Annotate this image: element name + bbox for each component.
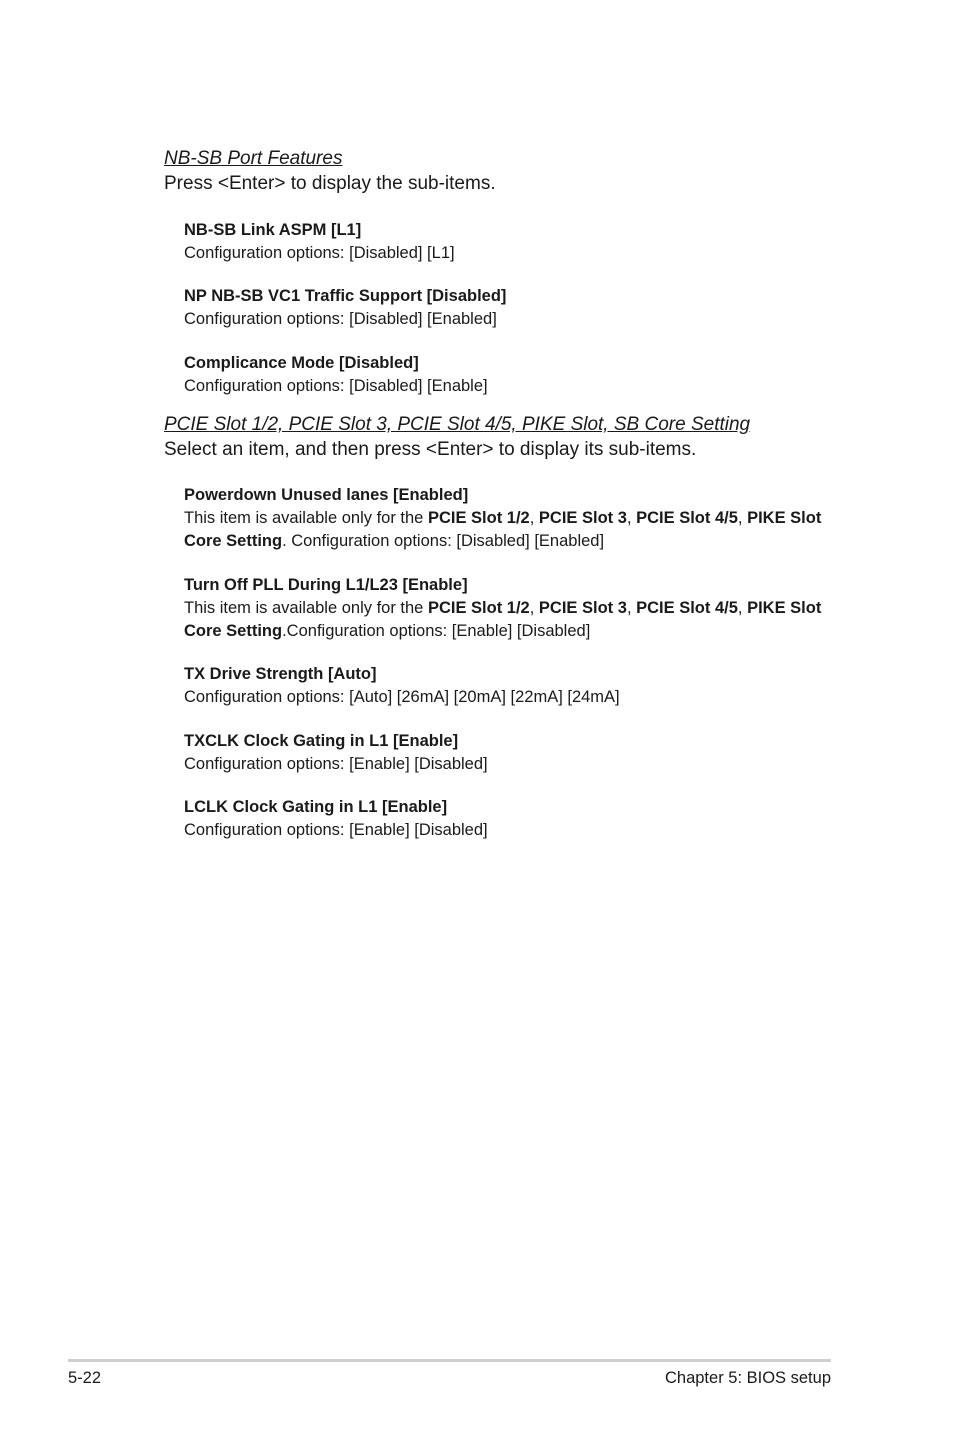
slot-name: PCIE Slot 1/2 [427, 599, 530, 617]
separator: , [626, 509, 637, 527]
item-title: TX Drive Strength [Auto] [184, 665, 377, 683]
slot-name: PIKE Slot Core Setting [184, 599, 822, 640]
item-description: Configuration options: [Disabled] [Enable] [184, 377, 488, 395]
item-turn-off-pll [184, 574, 834, 643]
item-description: Configuration options: [Enable] [Disabled] [184, 755, 488, 773]
item-description: Configuration options: [Disabled] [Enabled] [184, 310, 497, 328]
item-title: Turn Off PLL During L1/L23 [Enable] [184, 576, 468, 594]
item-lclk-clock-gating [184, 796, 834, 842]
item-txclk-clock-gating [184, 730, 834, 776]
item-nb-sb-link-aspm [184, 219, 834, 265]
separator: , [529, 509, 539, 527]
footer-divider [68, 1359, 831, 1362]
slot-name: PCIE Slot 1/2 [427, 509, 530, 527]
item-np-nb-sb-vc1-traffic-support [184, 285, 834, 331]
slot-name: PCIE Slot 3 [538, 599, 627, 617]
section-description: Press <Enter> to display the sub-items. [164, 173, 496, 194]
desc-text: . Configuration options: [Disabled] [Enabled] [282, 532, 605, 550]
item-title: NP NB-SB VC1 Traffic Support [Disabled] [184, 287, 507, 305]
item-description: Configuration options: [Auto] [26mA] [20mA] [22mA] [24mA] [184, 688, 620, 706]
section-nb-sb-port-features [164, 147, 844, 197]
item-title: TXCLK Clock Gating in L1 [Enable] [184, 732, 459, 750]
separator: , [737, 509, 748, 527]
item-title: LCLK Clock Gating in L1 [Enable] [184, 798, 448, 816]
item-powerdown-unused-lanes [184, 484, 834, 553]
separator: , [529, 599, 539, 617]
separator: , [626, 599, 637, 617]
slot-name: PCIE Slot 4/5 [636, 509, 738, 527]
slot-name: PCIE Slot 3 [538, 509, 627, 527]
item-description: Configuration options: [Enable] [Disabled] [184, 821, 488, 839]
item-title: Powerdown Unused lanes [Enabled] [184, 486, 469, 504]
slot-name: PIKE Slot Core Setting [184, 509, 822, 550]
desc-text: This item is available only for the [184, 599, 428, 617]
item-title: NB-SB Link ASPM [L1] [184, 221, 362, 239]
slot-name: PCIE Slot 4/5 [636, 599, 738, 617]
desc-text: .Configuration options: [Enable] [Disabled] [282, 622, 591, 640]
item-complicance-mode [184, 352, 834, 398]
section-title: NB-SB Port Features [164, 148, 343, 169]
section-title: PCIE Slot 1/2, PCIE Slot 3, PCIE Slot 4/5, PIKE Slot, SB Core Setting [164, 414, 751, 435]
section-pcie-slot-settings [164, 413, 844, 463]
item-title: Complicance Mode [Disabled] [184, 354, 419, 372]
item-description [184, 507, 834, 553]
item-tx-drive-strength [184, 663, 834, 709]
item-description [184, 597, 834, 643]
page-number: 5-22 [68, 1369, 102, 1387]
chapter-title: Chapter 5: BIOS setup [664, 1369, 831, 1387]
item-description: Configuration options: [Disabled] [L1] [184, 244, 455, 262]
separator: , [737, 599, 748, 617]
desc-text: This item is available only for the [184, 509, 428, 527]
section-description: Select an item, and then press <Enter> to display its sub-items. [164, 439, 697, 460]
